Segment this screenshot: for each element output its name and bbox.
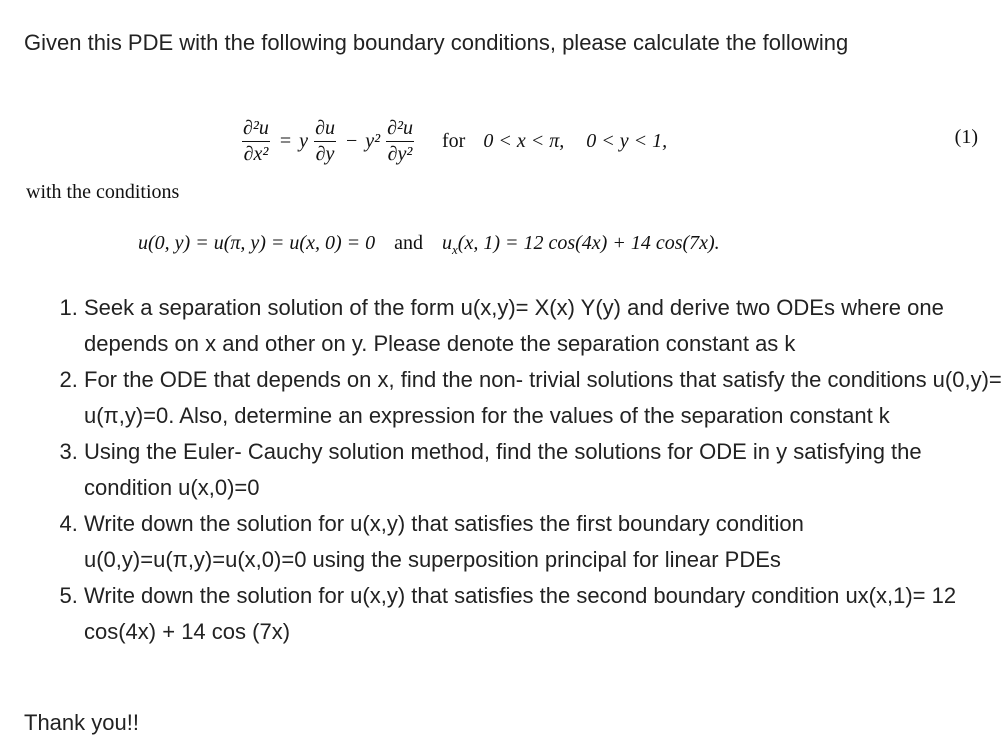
second-derivative-fraction bbox=[385, 118, 415, 165]
lhs-numerator: ∂²u bbox=[243, 116, 269, 139]
boundary-condition-second-subscript: x bbox=[452, 242, 458, 257]
list-item: 2. For the ODE that depends on x, find the non- trivial solutions that satisfy the conditions u(0,y)= u(π,y)=0. Also, determine an expression for the values of the separation constant k bbox=[84, 362, 1006, 434]
second-derivative-denominator: ∂y² bbox=[387, 142, 413, 165]
task-list bbox=[48, 290, 1006, 650]
boundary-conditions bbox=[138, 232, 720, 258]
second-derivative-numerator: ∂²u bbox=[387, 116, 413, 139]
for-label: for bbox=[442, 129, 466, 152]
equation-number: (1) bbox=[954, 126, 978, 148]
lhs-fraction bbox=[241, 118, 271, 165]
minus-sign: − bbox=[345, 129, 358, 152]
coefficient-y: y bbox=[299, 129, 309, 152]
domain-y: 0 < y < 1, bbox=[586, 129, 668, 152]
boundary-condition-first: u(0, y) = u(π, y) = u(x, 0) = 0 bbox=[138, 232, 376, 254]
conditions-label: with the conditions bbox=[26, 181, 180, 203]
and-label: and bbox=[394, 232, 423, 254]
list-item: 1. Seek a separation solution of the form u(x,y)= X(x) Y(y) and derive two ODEs where one depends on x and other on y. Please denote the separation constant as k bbox=[84, 290, 1006, 362]
first-derivative-denominator: ∂y bbox=[315, 142, 335, 165]
pde-equation bbox=[238, 104, 667, 178]
domain-x: 0 < x < π, bbox=[483, 129, 565, 152]
equals-sign: = bbox=[279, 129, 292, 152]
boundary-condition-second-rest: (x, 1) = 12 cos(4x) + 14 cos(7x). bbox=[457, 232, 720, 254]
first-derivative-fraction bbox=[313, 118, 337, 165]
coefficient-y-squared: y² bbox=[365, 129, 381, 152]
closing-text: Thank you!! bbox=[24, 710, 139, 735]
list-item: 3. Using the Euler- Cauchy solution method, find the solutions for ODE in y satisfying the condition u(x,0)=0 bbox=[84, 434, 1006, 506]
list-item: 5. Write down the solution for u(x,y) that satisfies the second boundary condition ux(x,1)= 12 cos(4x) + 14 cos (7x) bbox=[84, 578, 1006, 650]
list-item: 4. Write down the solution for u(x,y) that satisfies the first boundary condition u(0,y)=u(π,y)=u(x,0)=0 using the superposition principal for linear PDEs bbox=[84, 506, 1006, 578]
boundary-condition-second-u: u bbox=[442, 232, 452, 254]
lhs-denominator: ∂x² bbox=[243, 142, 269, 165]
question-intro: Given this PDE with the following boundary conditions, please calculate the following bbox=[24, 30, 849, 55]
first-derivative-numerator: ∂u bbox=[315, 116, 335, 139]
